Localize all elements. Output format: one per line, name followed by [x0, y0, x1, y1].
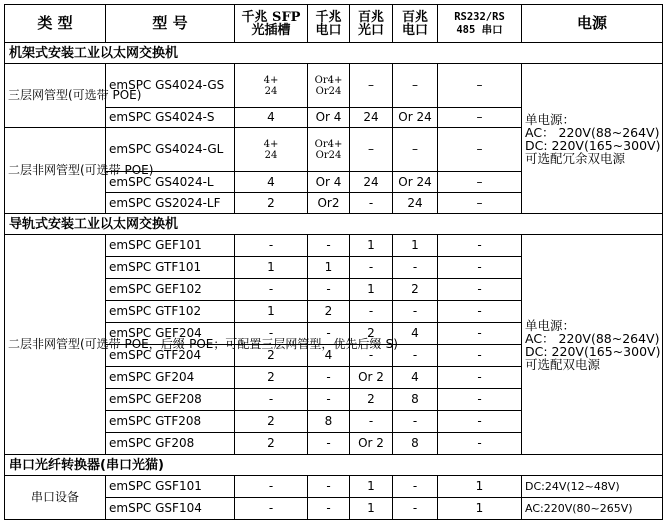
- fx-cell: Or 2: [350, 433, 393, 455]
- table-row: [5, 64, 663, 108]
- model-cell: emSPC GEF101: [106, 235, 235, 257]
- serial-cell: 1: [438, 476, 522, 498]
- fe-cell: 4: [393, 323, 438, 345]
- header-gigabit-sfp: 千兆 SFP 光插槽: [235, 5, 308, 43]
- power-cell-din: 单电源： AC： 220V(88~264V) DC: 220V(165~300V) 可选配双电源: [522, 235, 663, 455]
- sfp-cell: 4+ 24: [235, 128, 308, 172]
- ge-cell: -: [308, 235, 350, 257]
- fx-cell: 2: [350, 389, 393, 411]
- fx-cell: 24: [350, 108, 393, 128]
- fx-cell: –: [350, 128, 393, 172]
- fe-cell: -: [393, 257, 438, 279]
- serial-cell: –: [438, 64, 522, 108]
- type-cell: 二层非网管型(可选带 POE，后缀-POE；可配置三层网管型，优先后缀-S): [5, 235, 106, 455]
- model-cell: emSPC GS4024-L: [106, 172, 235, 193]
- fe-cell: -: [393, 301, 438, 323]
- ge-cell: -: [308, 367, 350, 389]
- section-row: [5, 455, 663, 476]
- model-cell: emSPC GSF101: [106, 476, 235, 498]
- type-cell: 串口设备: [5, 476, 106, 520]
- serial-cell: -: [438, 323, 522, 345]
- section-title-serial: 串口光纤转换器(串口光猫): [5, 455, 663, 476]
- serial-cell: -: [438, 279, 522, 301]
- model-cell: emSPC GEF208: [106, 389, 235, 411]
- power-cell: AC:220V(80~265V): [522, 498, 663, 520]
- model-cell: emSPC GTF208: [106, 411, 235, 433]
- serial-cell: -: [438, 367, 522, 389]
- fe-cell: 8: [393, 389, 438, 411]
- fe-cell: –: [393, 64, 438, 108]
- ge-cell: 4: [308, 345, 350, 367]
- ge-cell: -: [308, 498, 350, 520]
- ge-cell: -: [308, 476, 350, 498]
- ge-cell: -: [308, 389, 350, 411]
- header-type: 类 型: [5, 5, 106, 43]
- fe-cell: -: [393, 476, 438, 498]
- serial-cell: –: [438, 128, 522, 172]
- section-title-din: 导轨式安装工业以太网交换机: [5, 214, 663, 235]
- sfp-cell: -: [235, 279, 308, 301]
- sfp-cell: 2: [235, 433, 308, 455]
- ge-cell: Or4+ Or24: [308, 128, 350, 172]
- sfp-cell: -: [235, 498, 308, 520]
- fx-cell: -: [350, 193, 393, 214]
- fx-cell: 24: [350, 172, 393, 193]
- fe-cell: 24: [393, 193, 438, 214]
- fe-cell: Or 24: [393, 172, 438, 193]
- header-row: [5, 5, 663, 43]
- ge-cell: -: [308, 323, 350, 345]
- ge-cell: -: [308, 433, 350, 455]
- fx-cell: 1: [350, 279, 393, 301]
- type-cell: 三层网管型(可选带 POE): [5, 64, 106, 128]
- serial-cell: -: [438, 345, 522, 367]
- model-cell: emSPC GS4024-GS: [106, 64, 235, 108]
- power-cell: DC:24V(12~48V): [522, 476, 663, 498]
- serial-cell: -: [438, 433, 522, 455]
- fe-cell: Or 24: [393, 108, 438, 128]
- fe-cell: 4: [393, 367, 438, 389]
- header-gigabit-copper: 千兆 电口: [308, 5, 350, 43]
- model-cell: emSPC GF208: [106, 433, 235, 455]
- table-row: [5, 235, 663, 257]
- serial-cell: -: [438, 235, 522, 257]
- fx-cell: 1: [350, 235, 393, 257]
- header-power: 电源: [522, 5, 663, 43]
- fe-cell: 8: [393, 433, 438, 455]
- model-cell: emSPC GEF204: [106, 323, 235, 345]
- fe-cell: 2: [393, 279, 438, 301]
- fx-cell: -: [350, 257, 393, 279]
- header-fast-copper: 百兆 电口: [393, 5, 438, 43]
- fx-cell: -: [350, 345, 393, 367]
- model-cell: emSPC GTF101: [106, 257, 235, 279]
- sfp-cell: -: [235, 476, 308, 498]
- model-cell: emSPC GF204: [106, 367, 235, 389]
- serial-cell: -: [438, 411, 522, 433]
- fx-cell: Or 2: [350, 367, 393, 389]
- serial-cell: –: [438, 193, 522, 214]
- ge-cell: 1: [308, 257, 350, 279]
- model-cell: emSPC GS2024-LF: [106, 193, 235, 214]
- model-cell: emSPC GTF204: [106, 345, 235, 367]
- sfp-cell: 1: [235, 257, 308, 279]
- serial-cell: –: [438, 108, 522, 128]
- model-cell: emSPC GS4024-GL: [106, 128, 235, 172]
- ge-cell: Or 4: [308, 172, 350, 193]
- ge-cell: Or4+ Or24: [308, 64, 350, 108]
- fx-cell: 2: [350, 323, 393, 345]
- table-row: [5, 476, 663, 498]
- fe-cell: -: [393, 411, 438, 433]
- model-cell: emSPC GSF104: [106, 498, 235, 520]
- serial-cell: –: [438, 172, 522, 193]
- power-cell-rack: 单电源： AC： 220V(88~264V) DC: 220V(165~300V) 可选配冗余双电源: [522, 64, 663, 214]
- serial-cell: -: [438, 389, 522, 411]
- sfp-cell: 1: [235, 301, 308, 323]
- fe-cell: –: [393, 128, 438, 172]
- fe-cell: -: [393, 498, 438, 520]
- ge-cell: Or 4: [308, 108, 350, 128]
- model-cell: emSPC GS4024-S: [106, 108, 235, 128]
- serial-cell: -: [438, 257, 522, 279]
- sfp-cell: 2: [235, 367, 308, 389]
- sfp-cell: -: [235, 389, 308, 411]
- fx-cell: 1: [350, 476, 393, 498]
- sfp-cell: -: [235, 323, 308, 345]
- sfp-cell: 2: [235, 411, 308, 433]
- sfp-cell: -: [235, 235, 308, 257]
- section-row: [5, 43, 663, 64]
- sfp-cell: 2: [235, 193, 308, 214]
- fe-cell: -: [393, 345, 438, 367]
- model-cell: emSPC GEF102: [106, 279, 235, 301]
- header-fast-fiber: 百兆 光口: [350, 5, 393, 43]
- sfp-cell: 4: [235, 108, 308, 128]
- sfp-cell: 4+ 24: [235, 64, 308, 108]
- fx-cell: -: [350, 411, 393, 433]
- fe-cell: 1: [393, 235, 438, 257]
- header-serial: RS232/RS 485 串口: [438, 5, 522, 43]
- fx-cell: 1: [350, 498, 393, 520]
- fx-cell: –: [350, 64, 393, 108]
- fx-cell: -: [350, 301, 393, 323]
- ge-cell: 2: [308, 301, 350, 323]
- model-cell: emSPC GTF102: [106, 301, 235, 323]
- sfp-cell: 2: [235, 345, 308, 367]
- section-title-rack: 机架式安装工业以太网交换机: [5, 43, 663, 64]
- product-spec-table: [4, 4, 663, 520]
- serial-cell: -: [438, 301, 522, 323]
- ge-cell: -: [308, 279, 350, 301]
- header-model: 型 号: [106, 5, 235, 43]
- ge-cell: Or2: [308, 193, 350, 214]
- type-cell: 二层非网管型(可选带 POE): [5, 128, 106, 214]
- sfp-cell: 4: [235, 172, 308, 193]
- serial-cell: 1: [438, 498, 522, 520]
- ge-cell: 8: [308, 411, 350, 433]
- section-row: [5, 214, 663, 235]
